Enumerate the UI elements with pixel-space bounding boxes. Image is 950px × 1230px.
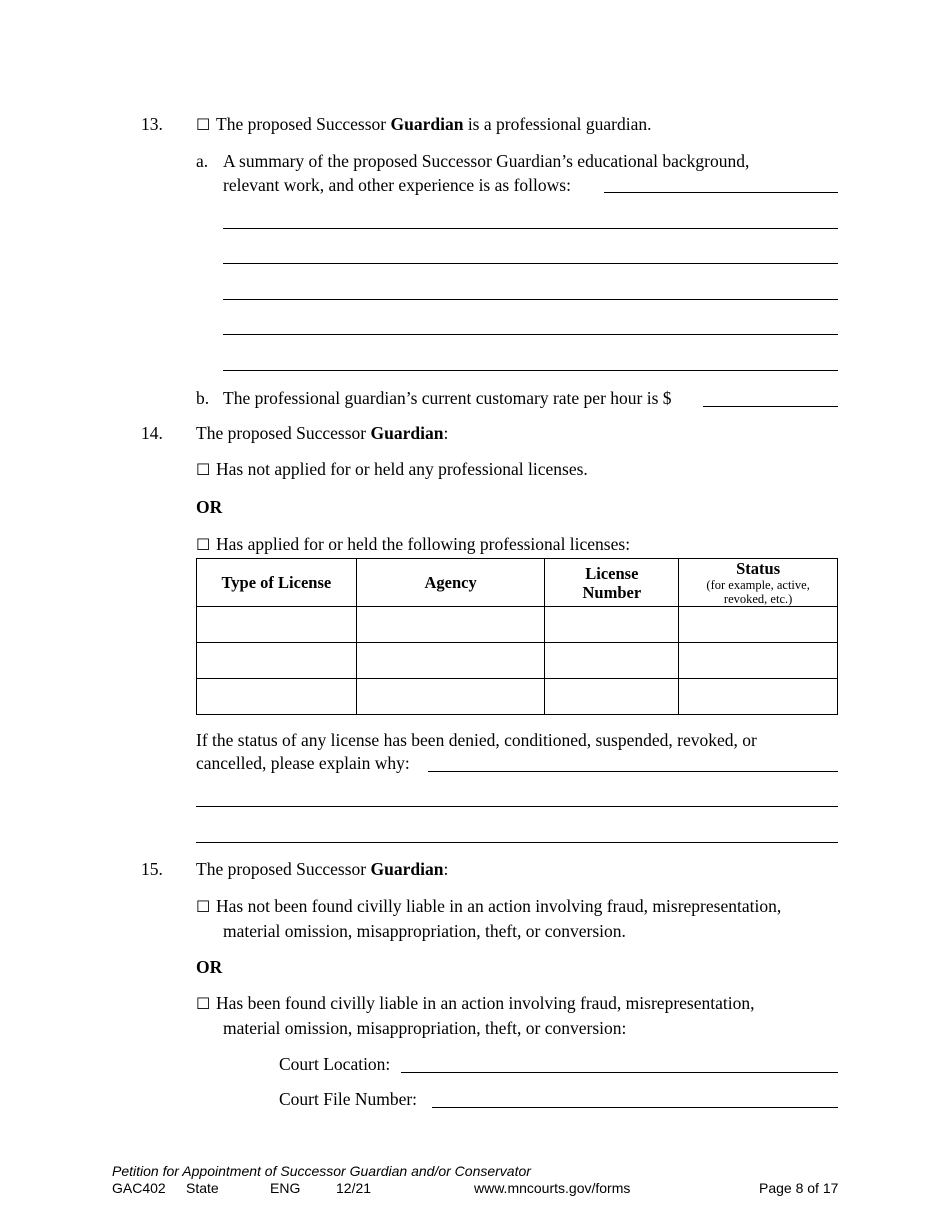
license-explanation-line-3[interactable]: [196, 842, 838, 843]
footer-form-title: Petition for Appointment of Successor Guardian and/or Conservator: [112, 1163, 531, 1179]
liable-option: ☐ Has been found civilly liable in an action involving fraud, misrepresentation,: [196, 993, 755, 1013]
not-liable-option-line2: material omission, misappropriation, theft, or conversion.: [223, 921, 626, 941]
footer-form-code: GAC402: [112, 1180, 166, 1196]
license-number-cell[interactable]: [545, 679, 679, 715]
has-licenses-checkbox[interactable]: ☐: [196, 535, 211, 554]
license-type-cell[interactable]: [197, 679, 357, 715]
item-15-number: 15.: [141, 859, 163, 879]
status-cell[interactable]: [679, 607, 838, 643]
status-cell[interactable]: [679, 679, 838, 715]
item-14-number: 14.: [141, 423, 163, 443]
license-explain-line1: If the status of any license has been denied, conditioned, suspended, revoked, or: [196, 730, 757, 750]
item-13-number: 13.: [141, 114, 163, 134]
licenses-table-header: [197, 559, 838, 607]
footer-language: ENG: [270, 1180, 301, 1196]
experience-summary-line-6[interactable]: [223, 370, 838, 371]
agency-cell[interactable]: [356, 643, 545, 679]
not-liable-option: ☐ Has not been found civilly liable in an action involving fraud, misrepresentation,: [196, 896, 782, 916]
footer-jurisdiction: State: [186, 1180, 219, 1196]
licenses-table: [196, 558, 838, 715]
liable-option-line2: material omission, misappropriation, theft, or conversion:: [223, 1018, 627, 1038]
item-14-heading: The proposed Successor Guardian:: [196, 423, 449, 443]
table-row: [197, 607, 838, 643]
no-licenses-checkbox[interactable]: ☐: [196, 460, 211, 479]
or-separator-14: OR: [196, 497, 223, 517]
professional-guardian-checkbox[interactable]: ☐: [196, 115, 211, 134]
experience-summary-line-3[interactable]: [223, 263, 838, 264]
court-file-number-field[interactable]: [432, 1107, 838, 1108]
hourly-rate-field[interactable]: [703, 406, 838, 407]
table-row: [197, 679, 838, 715]
item-13-heading: ☐ The proposed Successor Guardian is a professional guardian.: [196, 114, 652, 134]
footer-url[interactable]: www.mncourts.gov/forms: [474, 1180, 631, 1196]
item-13b-marker: b.: [196, 388, 210, 408]
agency-cell[interactable]: [356, 607, 545, 643]
license-type-cell[interactable]: [197, 607, 357, 643]
experience-summary-field[interactable]: [604, 192, 838, 193]
header-agency: Agency: [356, 559, 545, 607]
table-row: [197, 643, 838, 679]
footer-page-number: Page 8 of 17: [759, 1180, 839, 1196]
no-licenses-option: ☐ Has not applied for or held any professional licenses.: [196, 459, 588, 479]
court-location-field[interactable]: [401, 1072, 838, 1073]
experience-summary-line-2[interactable]: [223, 228, 838, 229]
license-explanation-line-2[interactable]: [196, 806, 838, 807]
status-cell[interactable]: [679, 643, 838, 679]
has-licenses-option: ☐ Has applied for or held the following professional licenses:: [196, 534, 631, 554]
header-status: Status (for example, active, revoked, etc.): [679, 559, 838, 607]
item-13a-text-line1: A summary of the proposed Successor Guardian’s educational background,: [223, 151, 750, 171]
or-separator-15: OR: [196, 957, 223, 977]
footer-date: 12/21: [336, 1180, 372, 1196]
license-explanation-field[interactable]: [428, 771, 838, 772]
license-explain-line2: cancelled, please explain why:: [196, 753, 410, 773]
item-13a-text-line2: relevant work, and other experience is as follows:: [223, 175, 571, 195]
license-number-cell[interactable]: [545, 643, 679, 679]
header-license-number: License Number: [545, 559, 679, 607]
court-location-label: Court Location:: [279, 1054, 391, 1074]
experience-summary-line-4[interactable]: [223, 299, 838, 300]
liable-checkbox[interactable]: ☐: [196, 994, 211, 1013]
item-13b-text: The professional guardian’s current customary rate per hour is $: [223, 388, 672, 408]
header-type-of-license: Type of License: [197, 559, 357, 607]
item-13a-marker: a.: [196, 151, 209, 171]
court-file-number-label: Court File Number:: [279, 1089, 418, 1109]
experience-summary-line-5[interactable]: [223, 334, 838, 335]
item-15-heading: The proposed Successor Guardian:: [196, 859, 449, 879]
agency-cell[interactable]: [356, 679, 545, 715]
not-liable-checkbox[interactable]: ☐: [196, 897, 211, 916]
license-type-cell[interactable]: [197, 643, 357, 679]
license-number-cell[interactable]: [545, 607, 679, 643]
